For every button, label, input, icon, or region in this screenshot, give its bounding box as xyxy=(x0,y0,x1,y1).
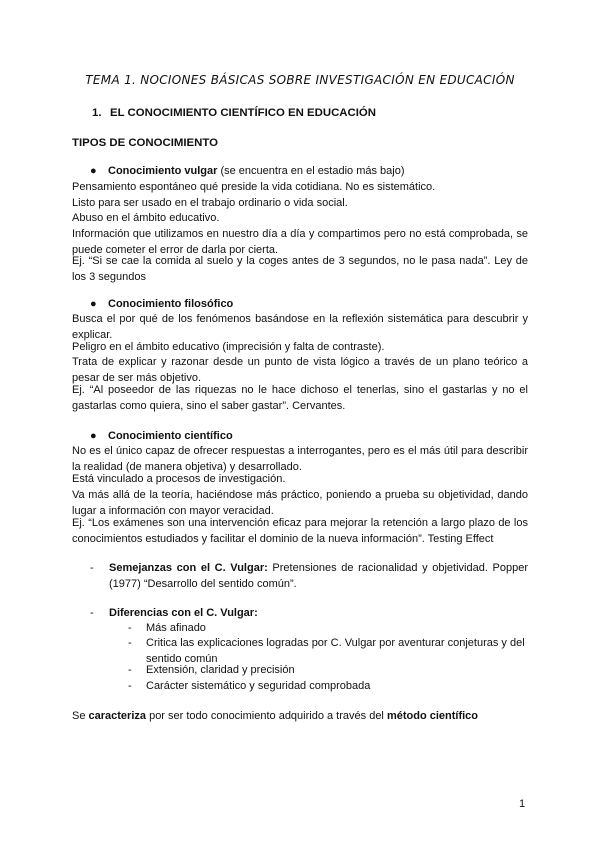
cientifico-heading-label: Conocimiento científico xyxy=(108,430,233,442)
filosofico-heading-label: Conocimiento filosófico xyxy=(108,298,234,310)
section-title: EL CONOCIMIENTO CIENTÍFICO EN EDUCACIÓN xyxy=(110,107,377,119)
section-number: 1. xyxy=(92,107,102,119)
vulgar-heading-note: (se encuentra en el estadio más bajo) xyxy=(217,165,405,177)
cientifico-line: Está vinculado a procesos de investigación. xyxy=(72,473,286,485)
conclusion-paragraph xyxy=(72,709,528,725)
diferencias-subitem-text: Carácter sistemático y seguridad comprobada xyxy=(146,680,371,692)
bullet-icon: ● xyxy=(90,298,97,310)
dash-marker: - xyxy=(90,607,94,619)
diferencias-subitem-text: Critica las explicaciones logradas por C. Vulgar por aventurar conjeturas y del sentido común xyxy=(146,637,525,665)
conclusion-emphasis: método científico xyxy=(386,710,478,722)
filosofico-line: Trata de explicar y razonar desde un punto de vista lógico a través de un plano teórico a pesar de ser más objetivo. xyxy=(72,356,528,384)
section-heading xyxy=(92,107,376,119)
cientifico-example: Ej. “Los exámenes son una intervención eficaz para mejorar la retención a largo plazo de los conocimientos estudiados y facilitar el dominio de la nueva información”. Testing Effect xyxy=(72,517,528,545)
subsection-heading: TIPOS DE CONOCIMIENTO xyxy=(72,137,218,149)
cientifico-heading xyxy=(90,429,233,444)
document-title: TEMA 1. NOCIONES BÁSICAS SOBRE INVESTIGACIÓN EN EDUCACIÓN xyxy=(85,73,515,87)
dash-marker: - xyxy=(128,622,132,634)
bullet-icon: ● xyxy=(90,165,97,177)
cientifico-line: Va más allá de la teoría, haciéndose más práctico, poniendo a prueba su objetividad, dando lugar a información con mayor veracidad. xyxy=(72,489,528,517)
dash-marker: - xyxy=(128,637,132,649)
dash-marker: - xyxy=(128,680,132,692)
diferencias-subitem-text: Extensión, claridad y precisión xyxy=(146,664,295,676)
bullet-icon: ● xyxy=(90,430,97,442)
filosofico-line: Peligro en el ámbito educativo (imprecisión y falta de contraste). xyxy=(72,341,385,353)
conclusion-text: Se xyxy=(72,710,89,722)
vulgar-line: Información que utilizamos en nuestro día a día y compartimos pero no está comprobada, se puede cometer el error de darla por cierta. xyxy=(72,228,528,256)
filosofico-heading xyxy=(90,297,233,312)
diferencias-subitem-text: Más afinado xyxy=(146,622,206,634)
vulgar-example: Ej. “Si se cae la comida al suelo y la coges antes de 3 segundos, no le pasa nada”. Ley de los 3 segundos xyxy=(72,255,528,283)
filosofico-example: Ej. “Al poseedor de las riquezas no le hace dichoso el tenerlas, sino el gastarlas y no el gastarlas como quiera, sino el saber gastar”. Cervantes. xyxy=(72,384,528,412)
filosofico-line: Busca el por qué de los fenómenos basándose en la reflexión sistemática para descubrir y explicar. xyxy=(72,313,528,341)
page-number: 1 xyxy=(519,798,526,810)
vulgar-line: Listo para ser usado en el trabajo ordinario o vida social. xyxy=(72,197,348,209)
conclusion-text: por ser todo conocimiento adquirido a través del xyxy=(146,710,387,722)
diferencias-body xyxy=(109,606,528,622)
vulgar-line: Abuso en el ámbito educativo. xyxy=(72,212,220,224)
vulgar-heading-label: Conocimiento vulgar xyxy=(108,165,218,177)
dash-marker: - xyxy=(90,562,94,574)
vulgar-heading xyxy=(90,164,405,179)
dash-marker: - xyxy=(128,664,132,676)
semejanzas-body xyxy=(109,561,528,592)
semejanzas-label: Semejanzas con el C. Vulgar: xyxy=(109,562,268,574)
semejanzas-text: Pretensiones de racionalidad y objetividad. Popper (1977) “Desarrollo del sentido común”. xyxy=(109,562,528,590)
cientifico-line: No es el único capaz de ofrecer respuestas a interrogantes, pero es el más útil para describir la realidad (de manera objetiva) y desarrollado. xyxy=(72,445,528,473)
conclusion-emphasis: caracteriza xyxy=(88,710,147,722)
vulgar-line: Pensamiento espontáneo qué preside la vida cotidiana. No es sistemático. xyxy=(72,181,436,193)
diferencias-label: Diferencias con el C. Vulgar: xyxy=(109,607,258,619)
